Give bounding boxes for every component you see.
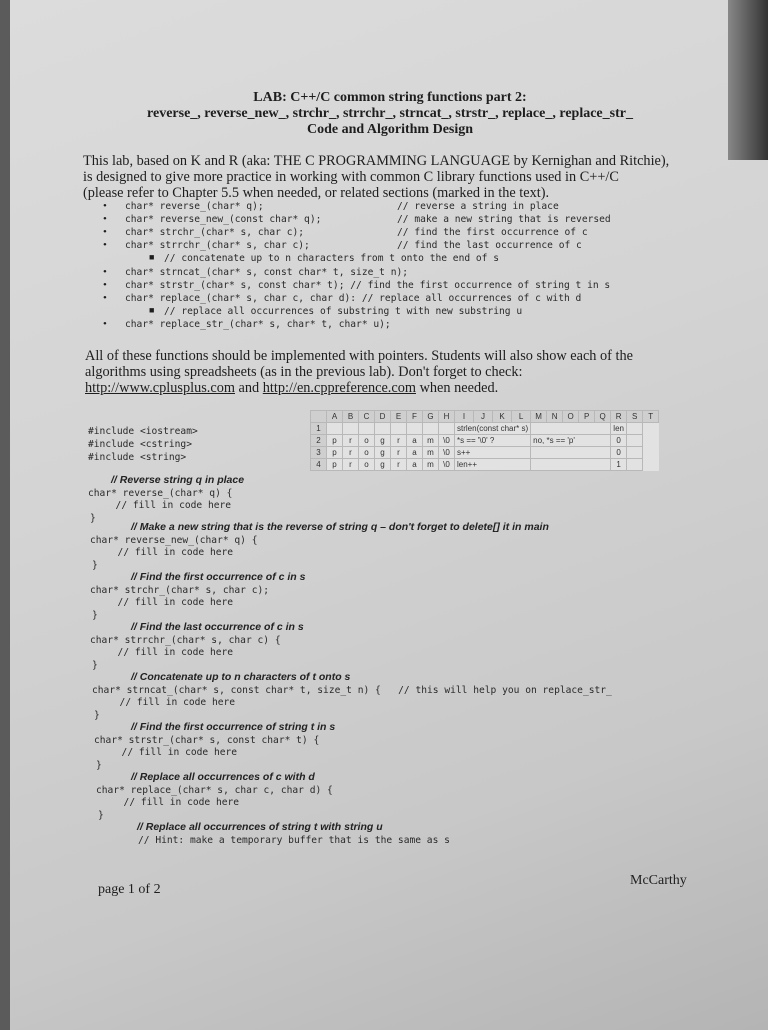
column-header: F (407, 411, 423, 423)
closing-brace: } (92, 560, 98, 571)
closing-brace: } (92, 610, 98, 621)
cell: p (327, 459, 343, 471)
sub-bullet-comment: // replace all occurrences of substring t with new substring u (164, 305, 523, 317)
placeholder-comment: // fill in code here (104, 500, 232, 511)
author-name: McCarthy (630, 873, 687, 888)
sheet-row (311, 459, 659, 471)
sub-bullet-marker: ■ (149, 252, 155, 263)
intro-line: This lab, based on K and R (aka: THE C PROGRAMMING LANGUAGE by Kernighan and Ritchie), (83, 153, 670, 169)
cell: p (327, 435, 343, 447)
column-header: P (579, 411, 595, 423)
function-comment: // reverse a string in place (397, 201, 559, 212)
spreadsheet-example (310, 410, 659, 471)
cell: o (359, 447, 375, 459)
placeholder-comment: // fill in code here (106, 547, 234, 558)
title-line-3: Code and Algorithm Design (306, 122, 474, 137)
placeholder-comment: // fill in code here (110, 747, 238, 758)
closing-line-links (85, 380, 498, 397)
block-heading: // Replace all occurrences of string t with string u (137, 821, 383, 833)
cell (627, 435, 643, 447)
closing-line: algorithms using spreadsheets (as in the previous lab). Don't forget to check: (85, 364, 523, 380)
bullet-marker: • (103, 200, 107, 212)
cell (627, 423, 643, 435)
closing-brace: } (94, 710, 100, 721)
column-header: C (359, 411, 375, 423)
cell (407, 423, 423, 435)
function-signature: char* reverse_(char* q); (125, 201, 264, 212)
cell: g (375, 447, 391, 459)
cell (423, 423, 439, 435)
note-cell (531, 423, 611, 435)
block-heading: // Make a new string that is the reverse of string q – don't forget to delete[] it in main (131, 521, 549, 533)
bullet-marker: • (103, 265, 107, 278)
cell: p (327, 447, 343, 459)
cell: r (343, 435, 359, 447)
include-line: #include <iostream> (88, 426, 198, 437)
cell: m (423, 459, 439, 471)
function-definition: char* reverse_new_(char* q) { (90, 535, 258, 546)
cell: r (391, 435, 407, 447)
cell: \0 (439, 435, 455, 447)
cell (627, 459, 643, 471)
corner-cell (311, 411, 327, 423)
column-header: K (493, 411, 512, 423)
cell: o (359, 435, 375, 447)
function-signature: char* replace_str_(char* s, char* t, char* u); (125, 318, 391, 330)
closing-brace: } (92, 660, 98, 671)
cell (327, 423, 343, 435)
function-signature: char* strrchr_(char* s, char c); (125, 240, 310, 252)
len-cell: len (611, 423, 627, 435)
column-header: T (643, 411, 659, 423)
note-cell: len++ (455, 459, 531, 471)
cell (375, 423, 391, 435)
function-signature: char* strchr_(char* s, char c); (125, 227, 305, 239)
cell: r (391, 447, 407, 459)
row-header: 3 (311, 447, 327, 459)
function-definition: char* strrchr_(char* s, char c) { (90, 635, 281, 646)
function-definition: char* strchr_(char* s, char c); (90, 585, 270, 596)
cell: m (423, 447, 439, 459)
cell: o (359, 459, 375, 471)
block-heading: // Replace all occurrences of c with d (131, 771, 315, 783)
placeholder-comment: // fill in code here (112, 797, 240, 808)
function-definition: // Hint: make a temporary buffer that is the same as s (138, 835, 450, 846)
closing-brace: } (96, 760, 102, 771)
function-signature: char* reverse_new_(const char* q); (125, 214, 322, 226)
closing-brace: } (98, 810, 104, 821)
column-header: G (423, 411, 439, 423)
cell: r (343, 459, 359, 471)
column-header: Q (595, 411, 611, 423)
cell: r (391, 459, 407, 471)
function-comment: // find the first occurrence of c (397, 227, 588, 239)
cell (391, 423, 407, 435)
cell (343, 423, 359, 435)
block-heading: // Find the first occurrence of string t in s (131, 721, 336, 733)
column-header: L (512, 411, 531, 423)
cell: a (407, 435, 423, 447)
column-header: R (611, 411, 627, 423)
placeholder-comment: // fill in code here (108, 697, 236, 708)
row-header: 2 (311, 435, 327, 447)
function-definition: char* strncat_(char* s, const char* t, size_t n) { // this will help you on replace_str_ (92, 685, 612, 696)
note-cell: no, *s == 'p' (531, 435, 611, 447)
note-cell (531, 447, 611, 459)
column-header: J (474, 411, 493, 423)
bullet-marker: • (103, 317, 107, 330)
page-number: page 1 of 2 (98, 882, 161, 897)
column-header: A (327, 411, 343, 423)
len-cell: 0 (611, 435, 627, 447)
column-header: E (391, 411, 407, 423)
bullet-marker: • (103, 226, 107, 239)
placeholder-comment: // fill in code here (106, 597, 234, 608)
cell (439, 423, 455, 435)
bullet-marker: • (103, 278, 107, 291)
cell: \0 (439, 447, 455, 459)
block-heading: // Find the last occurrence of c in s (131, 621, 304, 633)
block-heading: // Reverse string q in place (111, 474, 245, 486)
title-line-2: reverse_, reverse_new_, strchr_, strrchr_, strncat_, strstr_, replace_, replace_str_ (147, 106, 633, 121)
block-heading: // Find the first occurrence of c in s (131, 571, 306, 583)
note-cell: s++ (455, 447, 531, 459)
function-signature: char* replace_(char* s, char c, char d): // replace all occurrences of c with d (125, 292, 582, 304)
cell: m (423, 435, 439, 447)
function-definition: char* replace_(char* s, char c, char d) { (96, 785, 333, 796)
function-comment: // find the last occurrence of c (397, 240, 582, 252)
cppreference-link[interactable]: http://en.cppreference.com (262, 380, 416, 396)
function-comment: // make a new string that is reversed (397, 214, 611, 226)
bullet-marker: • (103, 213, 107, 226)
cell (627, 447, 643, 459)
sub-bullet-marker: ■ (149, 304, 155, 315)
row-header: 4 (311, 459, 327, 471)
sheet-row (311, 435, 659, 447)
note-cell: *s == '\0' ? (455, 435, 531, 447)
cplusplus-link[interactable]: http://www.cplusplus.com (85, 380, 235, 396)
column-header: M (531, 411, 547, 423)
placeholder-comment: // fill in code here (106, 647, 234, 658)
sub-bullet-comment: // concatenate up to n characters from t onto the end of s (164, 253, 500, 265)
note-cell: strlen(const char* s) (455, 423, 531, 435)
cell (359, 423, 375, 435)
intro-line: (please refer to Chapter 5.5 when needed, or related sections (marked in the text). (83, 185, 550, 201)
column-header: N (547, 411, 563, 423)
closing-line: All of these functions should be implemented with pointers. Students will also show each of the (85, 348, 633, 364)
cell: g (375, 459, 391, 471)
closing-brace: } (90, 513, 96, 524)
function-definition: char* strstr_(char* s, const char* t) { (94, 735, 320, 746)
bullet-marker: • (103, 239, 107, 252)
cell: a (407, 459, 423, 471)
sheet-row (311, 447, 659, 459)
text: when needed. (416, 380, 499, 396)
column-header: I (455, 411, 474, 423)
sheet-row (311, 423, 659, 435)
row-header: 1 (311, 423, 327, 435)
cell: \0 (439, 459, 455, 471)
column-header: H (439, 411, 455, 423)
block-heading: // Concatenate up to n characters of t onto s (131, 671, 351, 683)
cell: a (407, 447, 423, 459)
intro-line: is designed to give more practice in working with common C library functions used in C++/C (83, 169, 619, 185)
cell: g (375, 435, 391, 447)
function-definition: char* reverse_(char* q) { (88, 488, 233, 499)
bullet-marker: • (103, 291, 107, 304)
len-cell: 1 (611, 459, 627, 471)
column-header: S (627, 411, 643, 423)
text: and (234, 380, 263, 396)
cell: r (343, 447, 359, 459)
column-header: O (563, 411, 579, 423)
column-header: B (343, 411, 359, 423)
len-cell: 0 (611, 447, 627, 459)
include-line: #include <cstring> (88, 439, 192, 450)
function-signature: char* strncat_(char* s, const char* t, size_t n); (125, 266, 409, 278)
note-cell (531, 459, 611, 471)
include-line: #include <string> (88, 452, 187, 463)
function-signature: char* strstr_(char* s, const char* t); // find the first occurrence of string t in s (125, 279, 611, 291)
title-line-1: LAB: C++/C common string functions part 2: (253, 90, 527, 105)
background-edge (728, 0, 768, 160)
column-header: D (375, 411, 391, 423)
